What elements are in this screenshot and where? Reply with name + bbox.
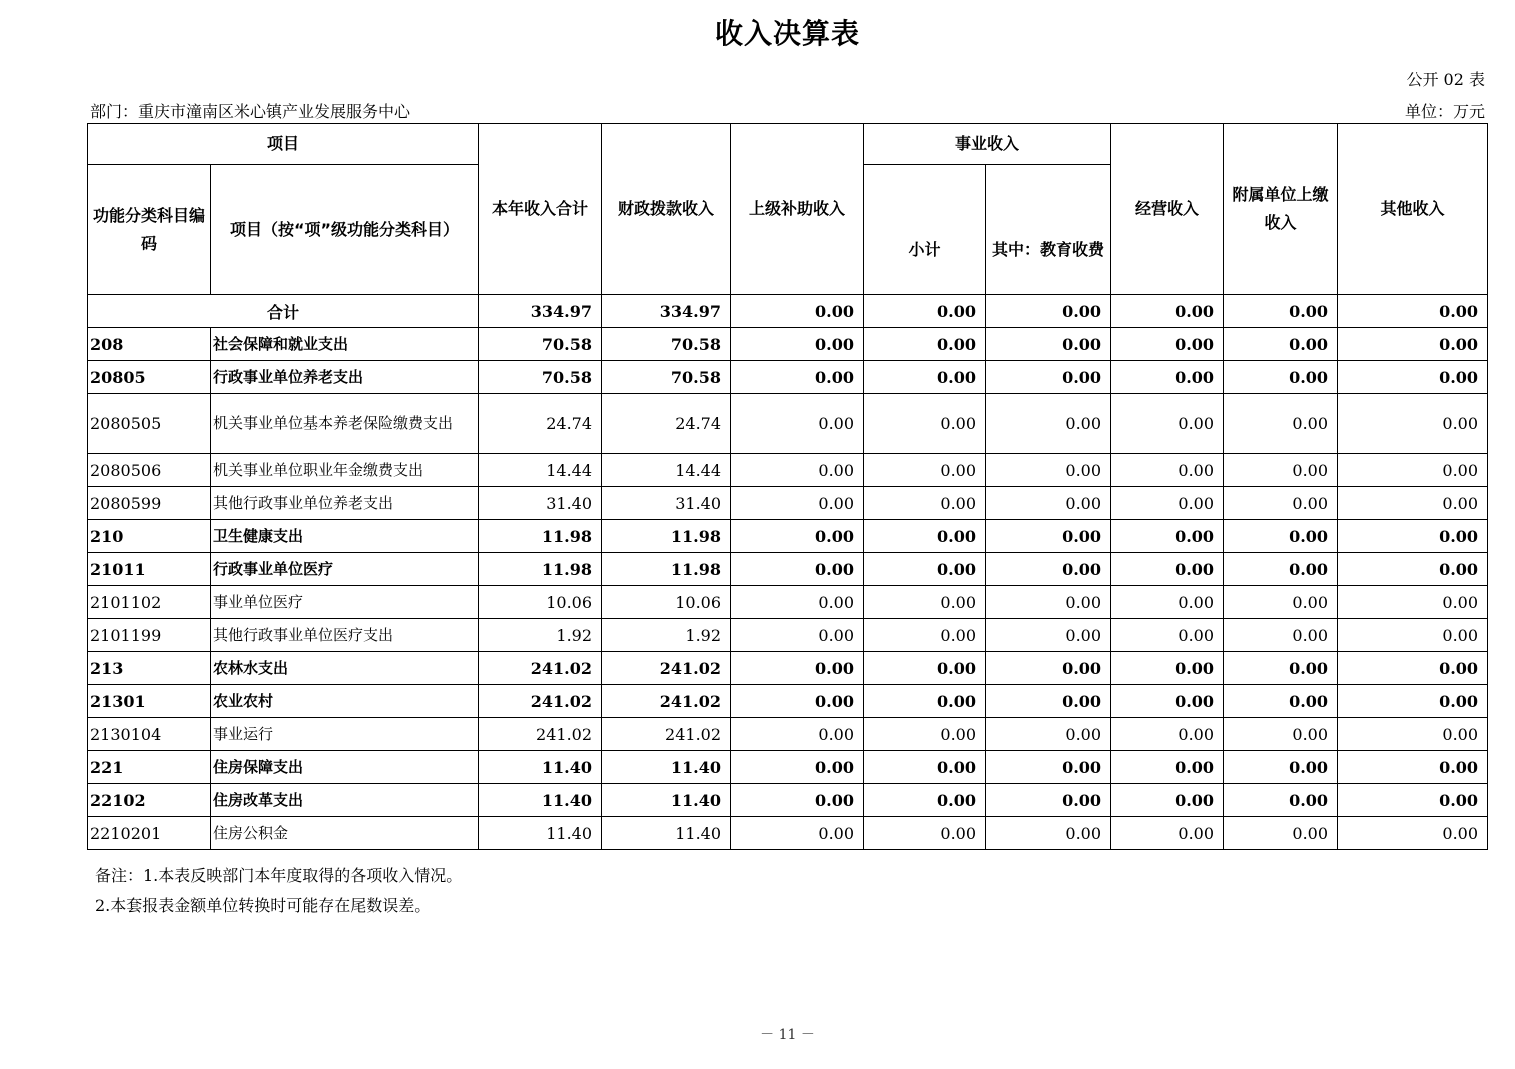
row-value: 0.00: [986, 520, 1111, 553]
row-value: 0.00: [1111, 652, 1224, 685]
total-value: 0.00: [731, 295, 864, 328]
row-value: 0.00: [864, 619, 986, 652]
total-value: 0.00: [864, 295, 986, 328]
row-value: 0.00: [1111, 553, 1224, 586]
row-value: 0.00: [986, 685, 1111, 718]
row-value: 0.00: [986, 328, 1111, 361]
row-code: 2080599: [88, 487, 211, 520]
row-value: 11.40: [479, 784, 602, 817]
row-value: 31.40: [602, 487, 731, 520]
row-code: 221: [88, 751, 211, 784]
row-name: 其他行政事业单位养老支出: [211, 487, 479, 520]
row-value: 0.00: [1111, 454, 1224, 487]
row-code: 213: [88, 652, 211, 685]
row-value: 70.58: [479, 361, 602, 394]
row-value: 11.98: [602, 553, 731, 586]
unit-label: 单位：万元: [1404, 102, 1485, 121]
row-code: 2101199: [88, 619, 211, 652]
row-value: 0.00: [731, 454, 864, 487]
row-value: 0.00: [864, 361, 986, 394]
row-value: 0.00: [731, 751, 864, 784]
row-value: 0.00: [1224, 487, 1338, 520]
row-value: 0.00: [864, 751, 986, 784]
table-row: [88, 685, 1488, 718]
row-code: 21301: [88, 685, 211, 718]
row-value: 0.00: [986, 487, 1111, 520]
row-value: 0.00: [1338, 652, 1488, 685]
header-subtotal: 小计: [864, 165, 986, 295]
row-value: 0.00: [1224, 520, 1338, 553]
row-name: 住房公积金: [211, 817, 479, 850]
row-value: 241.02: [602, 685, 731, 718]
row-value: 0.00: [1338, 328, 1488, 361]
row-value: 0.00: [1338, 586, 1488, 619]
total-value: 0.00: [1338, 295, 1488, 328]
row-value: 0.00: [864, 718, 986, 751]
row-value: 0.00: [1338, 487, 1488, 520]
table-row: [88, 520, 1488, 553]
row-value: 0.00: [1224, 751, 1338, 784]
row-value: 0.00: [986, 361, 1111, 394]
row-value: 70.58: [479, 328, 602, 361]
row-value: 0.00: [864, 685, 986, 718]
row-value: 0.00: [864, 652, 986, 685]
row-code: 22102: [88, 784, 211, 817]
row-value: 0.00: [986, 718, 1111, 751]
row-value: 0.00: [731, 520, 864, 553]
row-value: 0.00: [1224, 394, 1338, 454]
note-line-1: 备注：1.本表反映部门本年度取得的各项收入情况。: [95, 866, 463, 885]
row-code: 2080506: [88, 454, 211, 487]
row-value: 0.00: [1338, 817, 1488, 850]
row-value: 11.98: [479, 520, 602, 553]
total-value: 0.00: [1224, 295, 1338, 328]
header-code: 功能分类科目编码: [88, 165, 211, 295]
row-value: 241.02: [479, 652, 602, 685]
row-value: 241.02: [602, 718, 731, 751]
row-value: 0.00: [1338, 685, 1488, 718]
total-label: 合计: [88, 295, 479, 328]
row-value: 0.00: [731, 328, 864, 361]
row-value: 0.00: [1224, 784, 1338, 817]
row-name: 行政事业单位养老支出: [211, 361, 479, 394]
row-value: 0.00: [1111, 487, 1224, 520]
row-value: 0.00: [864, 553, 986, 586]
row-value: 0.00: [1224, 361, 1338, 394]
row-name: 其他行政事业单位医疗支出: [211, 619, 479, 652]
row-value: 0.00: [864, 454, 986, 487]
row-value: 0.00: [731, 685, 864, 718]
row-name: 行政事业单位医疗: [211, 553, 479, 586]
total-value: 0.00: [986, 295, 1111, 328]
row-value: 0.00: [731, 586, 864, 619]
row-code: 208: [88, 328, 211, 361]
header-subsidy: 上级补助收入: [731, 124, 864, 295]
row-value: 0.00: [864, 394, 986, 454]
table-row: [88, 784, 1488, 817]
row-value: 0.00: [1338, 553, 1488, 586]
row-value: 241.02: [479, 718, 602, 751]
row-code: 2080505: [88, 394, 211, 454]
table-row: [88, 586, 1488, 619]
row-value: 24.74: [479, 394, 602, 454]
row-name: 机关事业单位基本养老保险缴费支出: [211, 394, 479, 454]
row-value: 11.40: [602, 817, 731, 850]
row-value: 11.40: [602, 784, 731, 817]
row-name: 机关事业单位职业年金缴费支出: [211, 454, 479, 487]
row-value: 0.00: [1111, 817, 1224, 850]
row-value: 0.00: [731, 361, 864, 394]
row-value: 0.00: [986, 586, 1111, 619]
row-value: 0.00: [986, 751, 1111, 784]
row-value: 11.40: [602, 751, 731, 784]
total-value: 0.00: [1111, 295, 1224, 328]
header-education: 其中：教育收费: [986, 165, 1111, 295]
row-code: 210: [88, 520, 211, 553]
total-value: 334.97: [602, 295, 731, 328]
row-value: 0.00: [1224, 619, 1338, 652]
row-value: 0.00: [986, 784, 1111, 817]
row-value: 0.00: [1224, 454, 1338, 487]
header-business-group: 事业收入: [864, 124, 1111, 165]
table-number: 公开 02 表: [1406, 70, 1485, 89]
row-value: 0.00: [1224, 553, 1338, 586]
row-name: 社会保障和就业支出: [211, 328, 479, 361]
row-value: 0.00: [731, 817, 864, 850]
row-value: 0.00: [864, 784, 986, 817]
row-value: 0.00: [1111, 751, 1224, 784]
row-value: 0.00: [1111, 520, 1224, 553]
table-row: [88, 361, 1488, 394]
row-value: 0.00: [864, 520, 986, 553]
row-value: 0.00: [1111, 784, 1224, 817]
table-row: [88, 487, 1488, 520]
row-value: 0.00: [986, 454, 1111, 487]
row-value: 0.00: [1338, 751, 1488, 784]
row-value: 0.00: [986, 619, 1111, 652]
row-value: 1.92: [479, 619, 602, 652]
row-value: 0.00: [731, 394, 864, 454]
row-value: 0.00: [1111, 586, 1224, 619]
table-row: [88, 394, 1488, 454]
table-row: [88, 328, 1488, 361]
row-value: 70.58: [602, 361, 731, 394]
row-value: 0.00: [1338, 784, 1488, 817]
page-title: 收入决算表: [714, 17, 860, 50]
row-value: 0.00: [1111, 619, 1224, 652]
row-name: 住房改革支出: [211, 784, 479, 817]
row-value: 0.00: [1224, 586, 1338, 619]
total-value: 334.97: [479, 295, 602, 328]
row-value: 0.00: [1224, 685, 1338, 718]
row-name: 农林水支出: [211, 652, 479, 685]
row-value: 11.40: [479, 817, 602, 850]
row-value: 14.44: [479, 454, 602, 487]
row-value: 241.02: [479, 685, 602, 718]
row-value: 10.06: [602, 586, 731, 619]
total-row: [88, 295, 1488, 328]
row-name: 事业运行: [211, 718, 479, 751]
table-row: [88, 619, 1488, 652]
row-code: 21011: [88, 553, 211, 586]
row-value: 24.74: [602, 394, 731, 454]
row-value: 0.00: [864, 487, 986, 520]
page-number: － 11 －: [760, 1027, 815, 1043]
row-value: 70.58: [602, 328, 731, 361]
note-line-2: 2.本套报表金额单位转换时可能存在尾数误差。: [95, 896, 431, 915]
row-value: 11.98: [479, 553, 602, 586]
row-code: 20805: [88, 361, 211, 394]
row-value: 0.00: [1224, 817, 1338, 850]
row-value: 0.00: [1224, 718, 1338, 751]
table-row: [88, 751, 1488, 784]
header-item-group: 项目: [88, 124, 479, 165]
row-value: 0.00: [731, 619, 864, 652]
row-value: 14.44: [602, 454, 731, 487]
row-value: 0.00: [986, 553, 1111, 586]
row-value: 0.00: [1111, 685, 1224, 718]
row-value: 0.00: [731, 784, 864, 817]
row-value: 0.00: [1111, 718, 1224, 751]
row-value: 0.00: [864, 817, 986, 850]
row-name: 卫生健康支出: [211, 520, 479, 553]
row-value: 10.06: [479, 586, 602, 619]
table-row: [88, 718, 1488, 751]
header-total-income: 本年收入合计: [479, 124, 602, 295]
row-value: 0.00: [1224, 328, 1338, 361]
row-value: 11.98: [602, 520, 731, 553]
row-value: 31.40: [479, 487, 602, 520]
row-value: 0.00: [864, 328, 986, 361]
department-label: 部门：重庆市潼南区米心镇产业发展服务中心: [90, 102, 411, 121]
row-value: 241.02: [602, 652, 731, 685]
header-fiscal: 财政拨款收入: [602, 124, 731, 295]
row-value: 0.00: [1111, 394, 1224, 454]
row-value: 0.00: [731, 718, 864, 751]
row-name: 事业单位医疗: [211, 586, 479, 619]
table-row: [88, 652, 1488, 685]
row-value: 0.00: [731, 553, 864, 586]
row-value: 0.00: [1224, 652, 1338, 685]
table-row: [88, 817, 1488, 850]
row-code: 2101102: [88, 586, 211, 619]
row-value: 0.00: [1338, 619, 1488, 652]
table-row: [88, 454, 1488, 487]
table-row: [88, 553, 1488, 586]
row-value: 0.00: [1338, 718, 1488, 751]
header-item-name: 项目（按“项”级功能分类科目）: [211, 165, 479, 295]
row-name: 住房保障支出: [211, 751, 479, 784]
row-code: 2210201: [88, 817, 211, 850]
row-name: 农业农村: [211, 685, 479, 718]
row-value: 0.00: [1338, 454, 1488, 487]
row-code: 2130104: [88, 718, 211, 751]
row-value: 0.00: [986, 394, 1111, 454]
header-operating: 经营收入: [1111, 124, 1224, 295]
row-value: 0.00: [864, 586, 986, 619]
row-value: 0.00: [731, 652, 864, 685]
row-value: 0.00: [986, 652, 1111, 685]
header-affiliated: 附属单位上缴收入: [1224, 124, 1338, 295]
row-value: 0.00: [1338, 394, 1488, 454]
row-value: 0.00: [1338, 361, 1488, 394]
row-value: 1.92: [602, 619, 731, 652]
row-value: 0.00: [1338, 520, 1488, 553]
row-value: 0.00: [986, 817, 1111, 850]
income-table: [87, 123, 1488, 850]
row-value: 0.00: [1111, 361, 1224, 394]
row-value: 0.00: [731, 487, 864, 520]
row-value: 11.40: [479, 751, 602, 784]
row-value: 0.00: [1111, 328, 1224, 361]
header-other: 其他收入: [1338, 124, 1488, 295]
